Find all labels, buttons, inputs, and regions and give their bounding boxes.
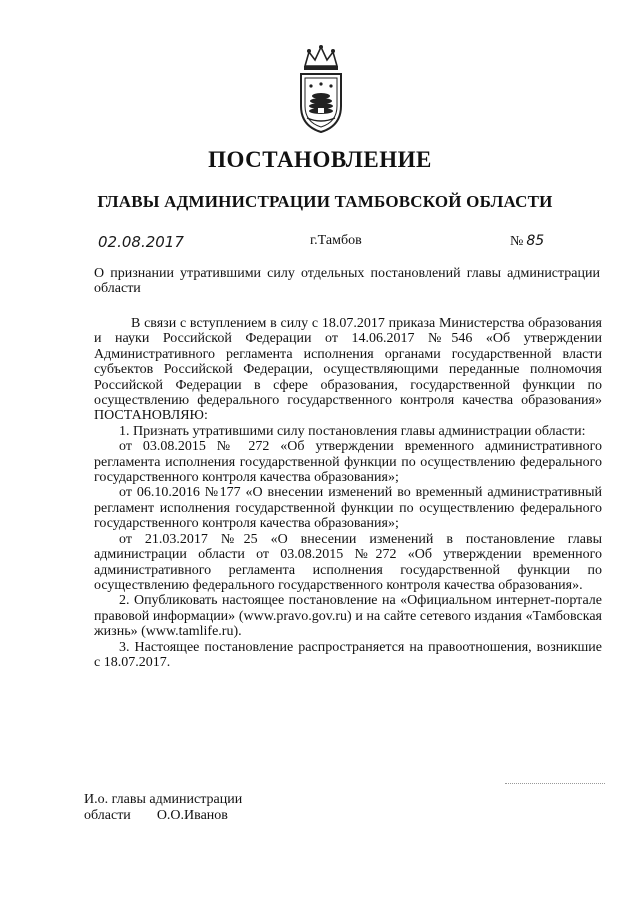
signature-region: области [84,808,131,823]
document-date: 02.08.2017 [98,233,184,251]
signature-title: И.о. главы администрации [84,792,243,807]
clause-1-item-c: от 21.03.2017 №25 «О внесении изменений в постановление главы администрации области от 03.08.2015 №272 «Об утверждении временного административного регламента исполнения государственной функции по осуществлению федерального государственного контроля качества образования». [94,531,602,593]
document-title: ПОСТАНОВЛЕНИЕ [208,147,432,172]
document-subject: О признании утратившими силу отдельных постановлений главы администрации области [94,266,600,296]
preamble-paragraph: В связи с вступлением в силу с 18.07.2017 приказа Министерства образования и науки Российской Федерации от 14.06.2017 №546 «Об утверждении Административного регламента исполнения органами государственной власти субъектов Российской Федерации, осуществляющими переданные полномочия Российской Федерации в сфере образования, государственной функции по осуществлению федерального государственного контроля качества образования» ПОСТАНОВЛЯЮ: [94,316,602,424]
clause-3: 3. Настоящее постановление распространяется на правоотношения, возникшие с 18.07.2017. [94,639,602,670]
clause-1: 1. Признать утратившими силу постановления главы администрации области: [119,423,586,439]
clause-1-item-a: от 03.08.2015 № 272 «Об утверждении временного административного регламента исполнения государственной функции по осуществлению федерального государственного контроля качества образования»; [94,439,602,486]
signatory-name: О.О.Иванов [156,808,228,823]
document-body [94,316,602,670]
coat-of-arms-emblem [293,44,349,136]
divider-line [505,783,605,784]
document-number [510,233,544,250]
number-value: 85 [526,233,545,249]
number-label: № [510,234,524,249]
document-subtitle: ГЛАВЫ АДМИНИСТРАЦИИ ТАМБОВСКОЙ ОБЛАСТИ [97,192,553,211]
document-city: г.Тамбов [310,233,362,248]
clause-1-item-b: от 06.10.2016 №177 «О внесении изменений во временный административный регламент исполнения государственной функции по осуществлению федерального государственного контроля качества образования»; [94,485,602,532]
clause-2: 2. Опубликовать настоящее постановление на «Официальном интернет-портале правовой информации» (www.pravo.gov.ru) и на сайте сетевого издания «Тамбовская жизнь» (www.tamlife.ru). [94,593,602,640]
signature-line [84,808,228,824]
